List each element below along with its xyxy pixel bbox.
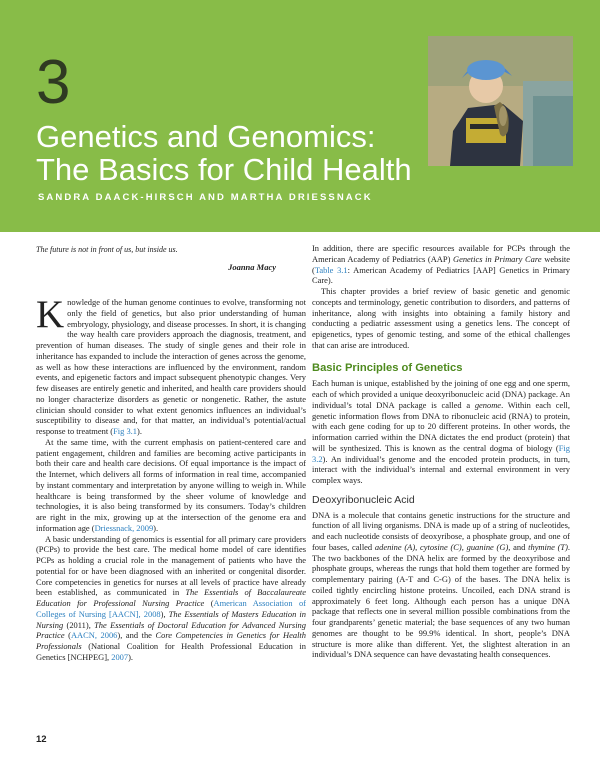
chapter-photo bbox=[428, 36, 573, 166]
epigraph-author: Joanna Macy bbox=[228, 262, 276, 272]
paragraph-chapter-overview: This chapter provides a brief review of basic genetic and genomic concepts and terminology, genetic contribution to disorders, and patterns of inheritance, along with insights into obtaining a family history and conducting a pediatric assessment using a genetics lens. The concept of epigenetics, types of genomic testing, and some of the ethical challenges that can arise are introduced. bbox=[312, 286, 570, 350]
table-3-1-link[interactable]: Table 3.1 bbox=[314, 264, 348, 275]
drop-cap: K bbox=[36, 293, 65, 336]
chapter-number: 3 bbox=[36, 48, 71, 117]
aacn-2008-link[interactable]: American Association of Colleges of Nursing [AACN], 2008 bbox=[36, 598, 306, 619]
heading-deoxyribonucleic-acid: Deoxyribonucleic Acid bbox=[312, 493, 415, 506]
heading-basic-principles: Basic Principles of Genetics bbox=[312, 361, 463, 374]
nchpeg-2007-link[interactable]: 2007 bbox=[111, 651, 129, 662]
paragraph-patient-centered: At the same time, with the current emphasis on patient-centered care and patient engagement, children and families are becoming active participants in both their care and health care decisions. Of equal importance is the impact of the Internet, which delivers all forms of information in real time, accompanied by instant commentary and interpretation by anyone willing to weigh in. While healthcare is being transformed by the sheer volume of knowledge and technologies, it is also being transformed by its consumers. Today’s children are right in the mix, growing up at the intersection of the genome era and information age (Driessnack, 2009). bbox=[36, 436, 306, 533]
paragraph-aap-resources: In addition, there are specific resources available for PCPs through the American Academy of Pediatrics (AAP) Genetics in Primary Care website (Table 3.1: American Academy of Pediatrics [AAP] Genetics in Primary Care). bbox=[312, 243, 570, 286]
intro-paragraph: Knowledge of the human genome continues to evolve, transforming not only the field of genetics, but also prior understanding of human embryology, physiology, and disease processes. In short, it is changing the way health care providers approach the diagnosis, treatment, and prevention of human diseases. The study of single genes and their role in inheritance has expanded to include the interaction of genes across the genome, as well as how these interactions are influenced by the environment, random events, and epigenetic factors and impact subsequent phenotypic changes. Very few diseases are entirely genetic and inherited, and health care providers should no longer characterize disorders as genetic or nongenetic. Rather, the astute clinician should consider to what extent genomics influences an individual’s susceptibility to disease and, for that matter, an individual’s potential/actual response to treatment (Fig 3.1). bbox=[36, 293, 306, 436]
chapter-title-line1: Genetics and Genomics: bbox=[36, 119, 376, 154]
chapter-title bbox=[36, 120, 412, 186]
left-column bbox=[36, 293, 306, 663]
chapter-title-line2: The Basics for Child Health bbox=[36, 152, 412, 187]
fig-3-2-link[interactable]: Fig 3.2 bbox=[312, 442, 570, 464]
driessnack-2009-link[interactable]: Driessnack, 2009 bbox=[94, 522, 154, 533]
chapter-authors: SANDRA DAACK-HIRSCH AND MARTHA DRIESSNACK bbox=[38, 192, 373, 203]
aacn-2006-link[interactable]: AACN, 2006 bbox=[70, 630, 118, 641]
epigraph-quote: The future is not in front of us, but inside us. bbox=[36, 245, 178, 254]
paragraph-competencies: A basic understanding of genomics is essential for all primary care providers (PCPs) to provide the best care. The medical home model of care identifies PCPs as holding a crucial role in the management of patients who have the potential for or have been diagnosed with an inherited or congenital disorder. Core competencies in genetics for nurses at all levels of practice have already been established, as communicated in The Essentials of Baccalaureate Education for Professional Nursing Practice (American Association of Colleges of Nursing [AACN], 2008), The Essentials of Masters Education in Nursing (2011), The Essentials of Doctoral Education for Advanced Nursing Practice (AACN, 2006), and the Core Competencies in Genetics for Health Professionals (National Coalition for Health Professional Education in Genetics [NCHPEG], 2007). bbox=[36, 533, 306, 662]
paragraph-dna: DNA is a molecule that contains genetic instructions for the structure and function of all living organisms. DNA is made up of a string of nucleotides, and each nucleotide consists of deoxyribose, a phosphate group, and one of four bases, called adenine (A), cytosine (C), guanine (G), and thymine (T). The two backbones of the DNA helix are formed by the deoxyribose and phosphate groups, whereas the rungs that hold them together are formed by complementary pairing (A-T and C-G) of the bases. The DNA helix is coiled tightly encircling histone proteins. Uncoiled, each DNA strand is approximately 6 feet long. Although each person has a unique DNA package that reflects one in several million possible combinations from the four grandparents’ genetic material; the base sequences of any two human genomes are thought to be 99.9% identical. In short, people’s DNA structure is more alike than different. Yet, the slightest alteration in an individual’s DNA sequence can have devastating health consequences. bbox=[312, 509, 571, 660]
fig-3-1-link[interactable]: Fig 3.1 bbox=[113, 426, 138, 436]
right-column bbox=[312, 243, 570, 660]
child-with-fish-illustration bbox=[428, 36, 573, 166]
page-number: 12 bbox=[36, 734, 47, 745]
paragraph-basic-principles: Each human is unique, established by the joining of one egg and one sperm, each of which provided a unique deoxyribonucleic acid (DNA) package. An individual’s total DNA package is called a genome. Within each cell, genetic information flows from DNA to ribonucleic acid (RNA) to protein, with each gene coding for up to 20 different proteins. In other words, the information carried within the DNA dictates the end product (protein) that will be synthesized. This is known as the central dogma of biology (Fig 3.2). An individual’s genome and the encoded protein products, in turn, interact with the individual’s internal and external environment in very complex ways. bbox=[312, 378, 570, 485]
